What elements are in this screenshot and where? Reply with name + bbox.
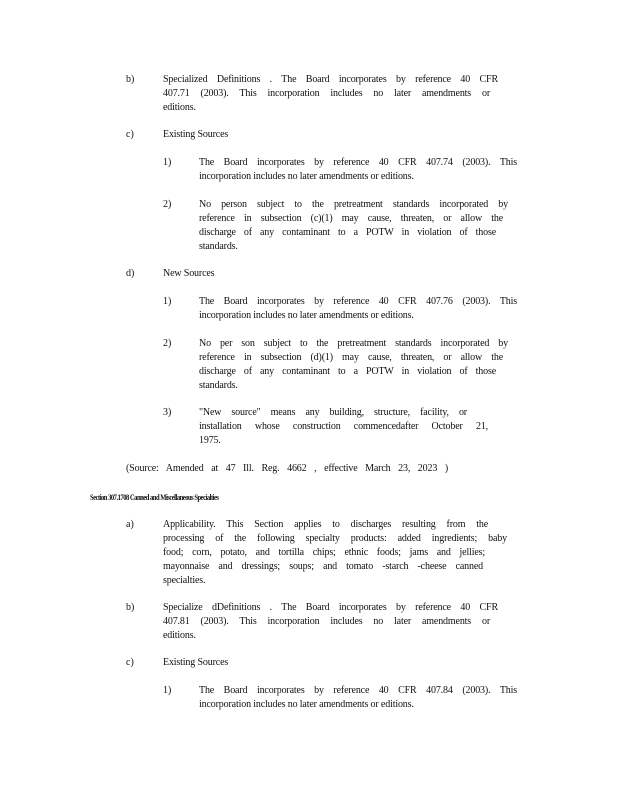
item-marker: 1) — [163, 157, 172, 168]
paragraph-line: No per son subject to the pretreatment standards incorporated by — [199, 338, 508, 349]
paragraph-line: standards. — [199, 241, 238, 252]
item-marker: 1) — [163, 685, 172, 696]
item-marker: c) — [126, 657, 134, 668]
item-marker: b) — [126, 602, 135, 613]
paragraph-line: food; corn, potato, and tortilla chips; ethnic foods; jams and jellies; — [163, 547, 485, 558]
paragraph-line: reference in subsection (c)(1) may cause, threaten, or allow the — [199, 213, 503, 224]
item-marker: 2) — [163, 338, 172, 349]
paragraph-line: incorporation includes no later amendments or editions. — [199, 310, 414, 321]
item-marker: c) — [126, 129, 134, 140]
item-marker: d) — [126, 268, 135, 279]
paragraph-line: mayonnaise and dressings; soups; and tomato -starch -cheese canned — [163, 561, 483, 572]
subsection-title: Existing Sources — [163, 129, 229, 140]
paragraph-line: Specialized Definitions . The Board incorporates by reference 40 CFR — [163, 74, 498, 85]
paragraph-line: installation whose construction commencedafter October 21, — [199, 421, 488, 432]
section-heading: Section 307.1708 Canned and Miscellaneous Specialties — [90, 493, 219, 502]
paragraph-line: 407.81 (2003). This incorporation includes no later amendments or — [163, 616, 490, 627]
paragraph-line: 1975. — [199, 435, 221, 446]
paragraph-line: discharge of any contaminant to a POTW in violation of those — [199, 227, 496, 238]
item-marker: 1) — [163, 296, 172, 307]
paragraph-line: No person subject to the pretreatment standards incorporated by — [199, 199, 508, 210]
subsection-title: New Sources — [163, 268, 215, 279]
subsection-title: Existing Sources — [163, 657, 229, 668]
paragraph-line: incorporation includes no later amendments or editions. — [199, 699, 414, 710]
paragraph-line: Specialize dDefinitions . The Board incorporates by reference 40 CFR — [163, 602, 498, 613]
source-note: (Source: Amended at 47 Ill. Reg. 4662 , effective March 23, 2023 ) — [126, 463, 448, 474]
paragraph-line: "New source" means any building, structure, facility, or — [199, 407, 467, 418]
item-marker: 3) — [163, 407, 172, 418]
paragraph-line: The Board incorporates by reference 40 CFR 407.74 (2003). This — [199, 157, 517, 168]
paragraph-line: editions. — [163, 630, 196, 641]
paragraph-line: incorporation includes no later amendments or editions. — [199, 171, 414, 182]
item-marker: b) — [126, 74, 135, 85]
paragraph-line: discharge of any contaminant to a POTW in violation of those — [199, 366, 496, 377]
paragraph-line: reference in subsection (d)(1) may cause, threaten, or allow the — [199, 352, 503, 363]
paragraph-line: Applicability. This Section applies to discharges resulting from the — [163, 519, 488, 530]
paragraph-line: standards. — [199, 380, 238, 391]
item-marker: a) — [126, 519, 134, 530]
paragraph-line: processing of the following specialty products: added ingredients; baby — [163, 533, 507, 544]
paragraph-line: 407.71 (2003). This incorporation includes no later amendments or — [163, 88, 490, 99]
paragraph-line: editions. — [163, 102, 196, 113]
paragraph-line: The Board incorporates by reference 40 CFR 407.76 (2003). This — [199, 296, 517, 307]
item-marker: 2) — [163, 199, 172, 210]
paragraph-line: specialties. — [163, 575, 206, 586]
paragraph-line: The Board incorporates by reference 40 CFR 407.84 (2003). This — [199, 685, 517, 696]
